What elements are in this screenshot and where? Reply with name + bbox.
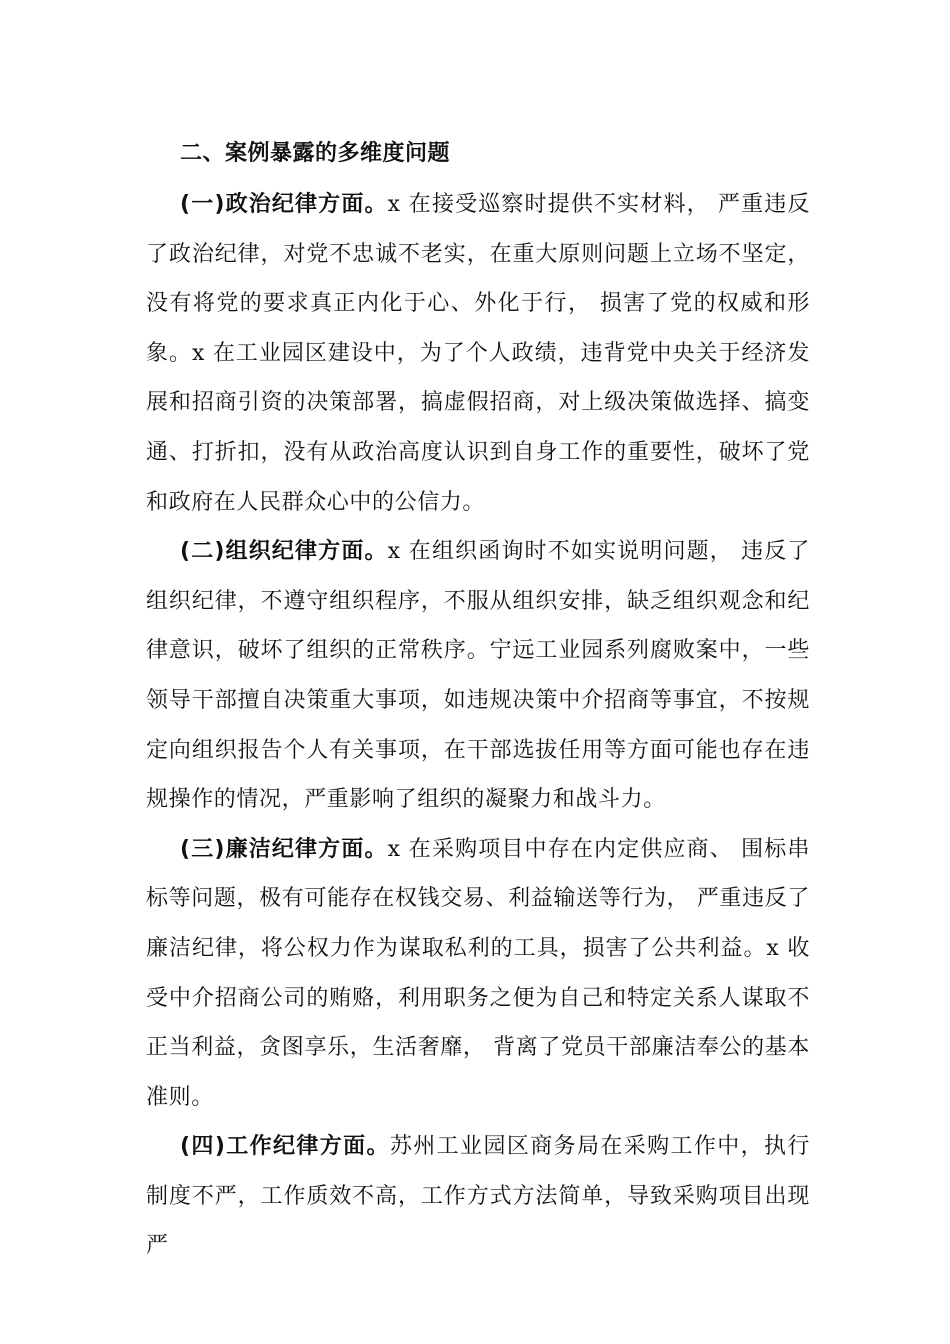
document-body (146, 180, 810, 1271)
paragraph-heading: (二)组织纪律方面。 (180, 539, 388, 565)
section-title: 二、案例暴露的多维度问题 (180, 141, 451, 166)
paragraph-heading: (三)廉洁纪律方面。 (180, 836, 388, 862)
paragraph-heading: (一)政治纪律方面。 (180, 192, 388, 217)
paragraph-text: x 在接受巡察时提供不实材料， 严重违反了政治纪律，对党不忠诚不老实，在重大原则问题上立场不坚定，没有将党的要求真正内化于心、外化于行， 损害了党的权威和形象。x 在工业园区建设中，为了个人政绩，违背党中央关于经济发展和招商引资的决策部署，搞虚假招商，对上级决策做选择、搞变通、打折扣，没有从政治高度认识到自身工作的重要性，破坏了党和政府在人民群众心中的公信力。 (146, 192, 810, 515)
paragraph-text: x 在采购项目中存在内定供应商、 围标串标等问题，极有可能存在权钱交易、利益输送等行为， 严重违反了廉洁纪律，将公权力作为谋取私利的工具，损害了公共利益。x 收受中介招商公司的贿赂，利用职务之便为自己和特定关系人谋取不正当利益，贪图享乐，生活奢靡， 背离了党员干部廉洁奉公的基本准则。 (146, 836, 810, 1110)
paragraph-integrity-discipline (146, 825, 810, 1123)
paragraph-political-discipline (146, 180, 810, 527)
paragraph-work-discipline (146, 1122, 810, 1271)
paragraph-organizational-discipline (146, 527, 810, 825)
paragraph-text: x 在组织函询时不如实说明问题， 违反了组织纪律，不遵守组织程序，不服从组织安排，缺乏组织观念和纪律意识，破坏了组织的正常秩序。宁远工业园系列腐败案中，一些领导干部擅自决策重大事项，如违规决策中介招商等事宜，不按规定向组织报告个人有关事项，在干部选拔任用等方面可能也存在违规操作的情况，严重影响了组织的凝聚力和战斗力。 (146, 539, 810, 813)
paragraph-text: 苏州工业园区商务局在采购工作中，执行制度不严，工作质效不高，工作方式方法简单，导致采购项目出现严 (146, 1134, 810, 1259)
paragraph-heading: (四)工作纪律方面。 (180, 1134, 390, 1160)
